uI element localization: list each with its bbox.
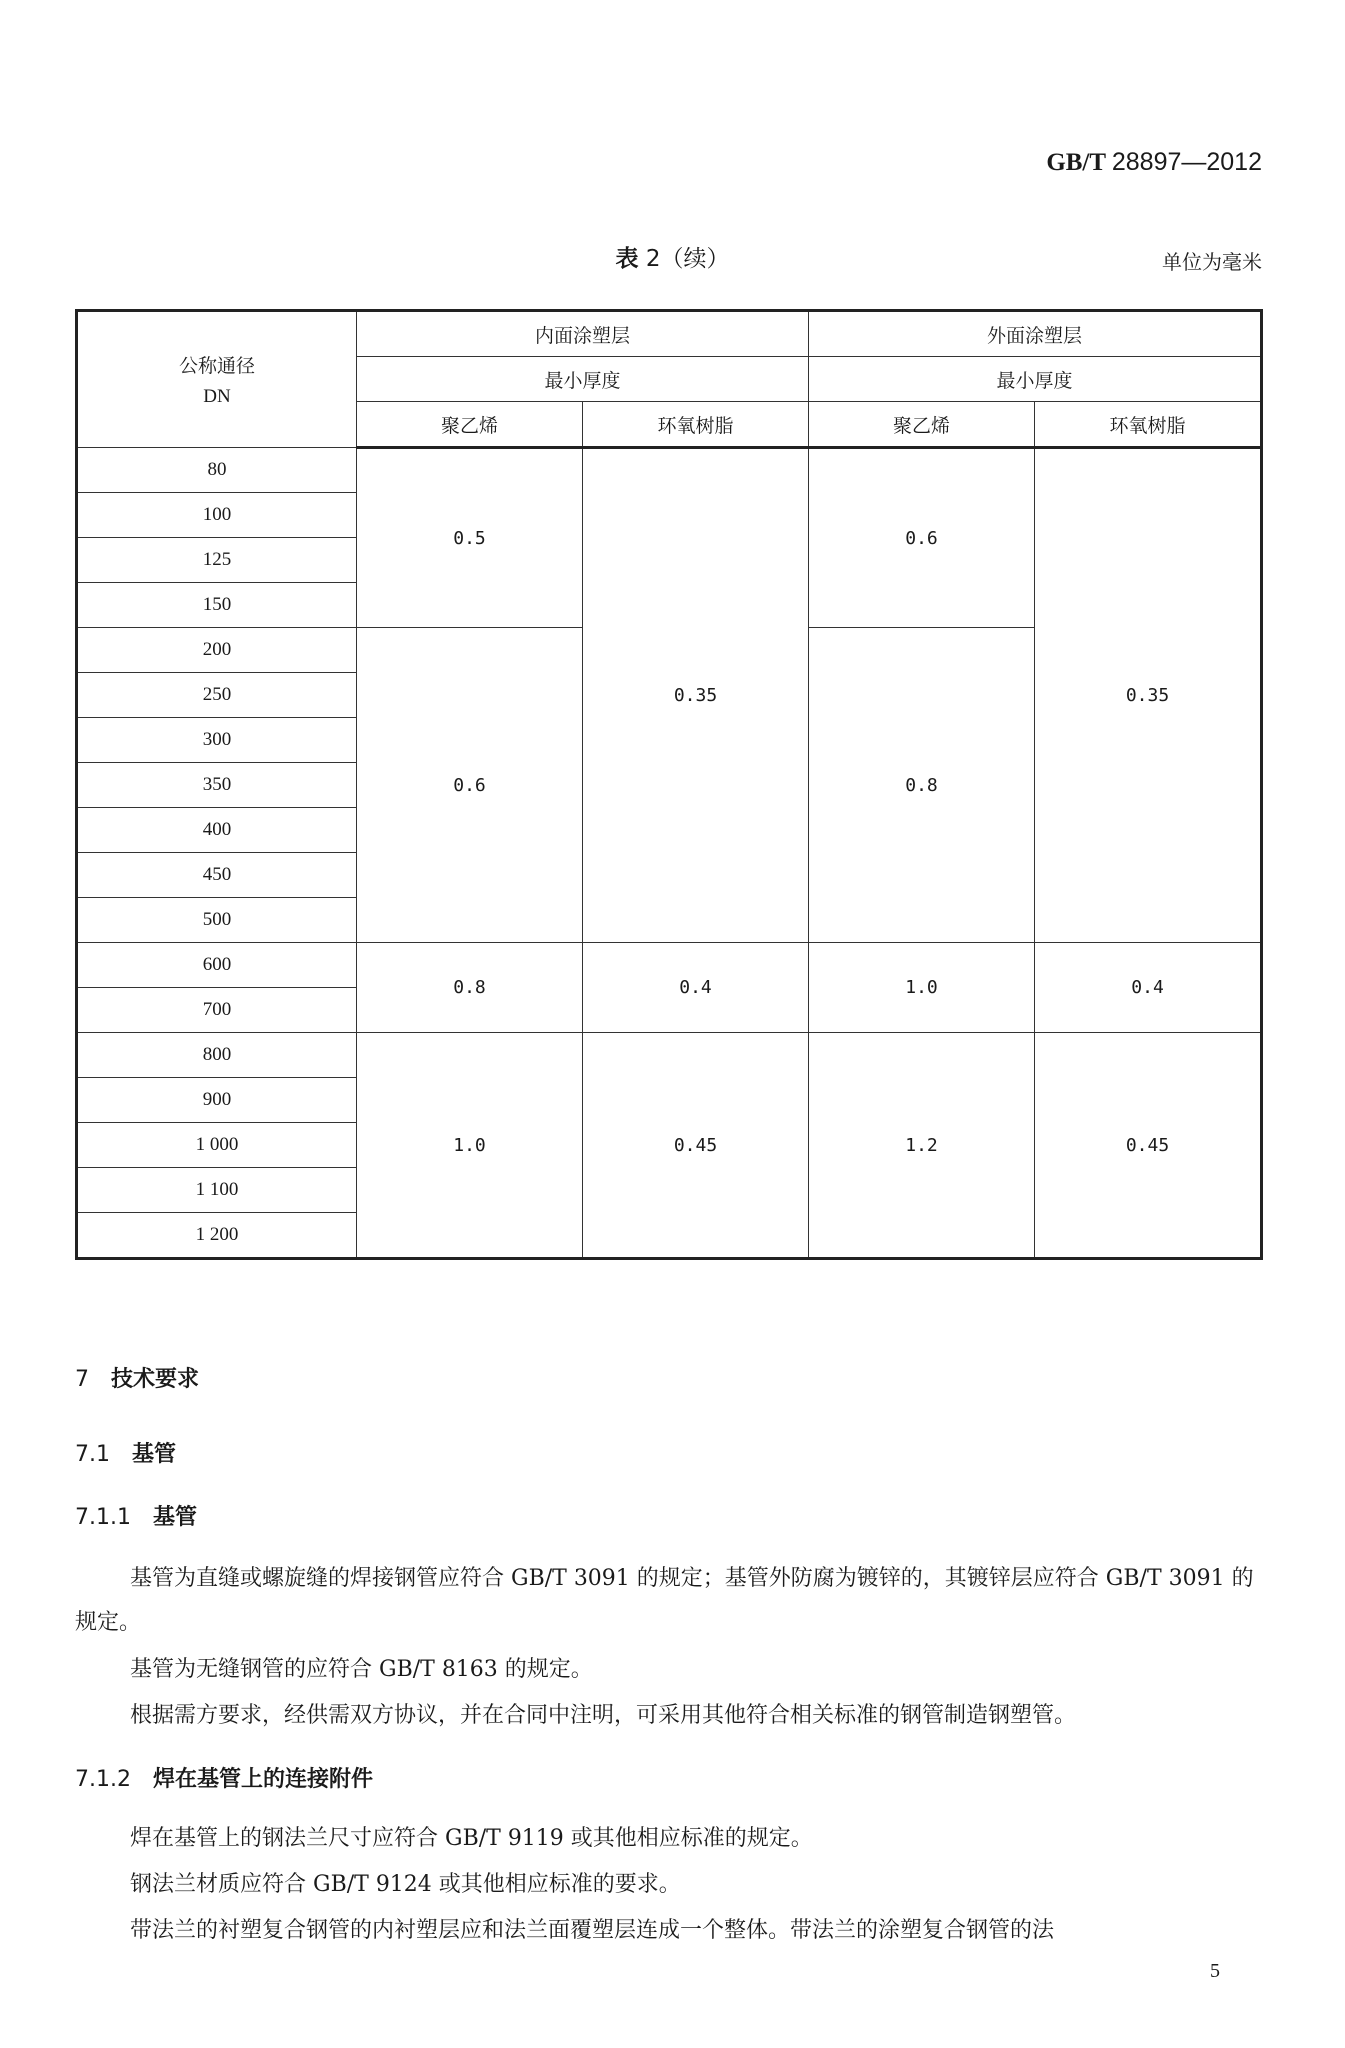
header-dn — [77, 311, 357, 448]
inner-epoxy-cell: 0.35 — [583, 448, 809, 943]
dn-cell: 600 — [77, 943, 357, 988]
header-outer: 外面涂塑层 — [809, 311, 1262, 357]
header-inner-epoxy: 环氧树脂 — [583, 402, 809, 448]
dn-cell: 250 — [77, 673, 357, 718]
paragraph: 带法兰的衬塑复合钢管的内衬塑层应和法兰面覆塑层连成一个整体。带法兰的涂塑复合钢管的法 — [130, 1918, 1055, 1943]
outer-epoxy-cell: 0.35 — [1035, 448, 1262, 943]
inner-pe-cell: 0.8 — [357, 943, 583, 1033]
table-row — [77, 448, 1262, 493]
inner-pe-cell: 0.6 — [357, 628, 583, 943]
header-dn-line1: 公称通径 — [178, 355, 255, 377]
inner-epoxy-cell: 0.45 — [583, 1033, 809, 1259]
inner-pe-cell: 0.5 — [357, 448, 583, 628]
dn-cell: 200 — [77, 628, 357, 673]
outer-epoxy-cell: 0.4 — [1035, 943, 1262, 1033]
inner-pe-cell: 1.0 — [357, 1033, 583, 1259]
header-dn-line2: DN — [203, 386, 231, 407]
section-number: 7.1 — [75, 1442, 110, 1467]
header-inner: 内面涂塑层 — [357, 311, 809, 357]
page-number: 5 — [1210, 1960, 1220, 1982]
section-title: 基管 — [152, 1505, 197, 1530]
header-outer-epoxy: 环氧树脂 — [1035, 402, 1262, 448]
paragraph: 根据需方要求，经供需双方协议，并在合同中注明，可采用其他符合相关标准的钢管制造钢塑管。 — [130, 1703, 1077, 1728]
paragraph: 基管为直缝或螺旋缝的焊接钢管应符合 GB/T 3091 的规定；基管外防腐为镀锌的，其镀锌层应符合 GB/T 3091 的规定。 — [75, 1566, 1254, 1635]
thickness-table — [75, 309, 1263, 1260]
dn-cell: 1 200 — [77, 1213, 357, 1259]
outer-pe-cell: 1.2 — [809, 1033, 1035, 1259]
dn-cell: 1 100 — [77, 1168, 357, 1213]
dn-cell: 500 — [77, 898, 357, 943]
paragraph: 钢法兰材质应符合 GB/T 9124 或其他相应标准的要求。 — [130, 1872, 681, 1897]
unit-label: 单位为毫米 — [1162, 250, 1262, 274]
table-title-rest: 2（续） — [645, 246, 730, 272]
header-outer-pe: 聚乙烯 — [809, 402, 1035, 448]
section-7-heading — [75, 1362, 199, 1393]
outer-pe-cell: 1.0 — [809, 943, 1035, 1033]
header-outer-min-thickness: 最小厚度 — [809, 357, 1262, 402]
section-7-1-1-heading — [75, 1500, 197, 1531]
dn-cell: 1 000 — [77, 1123, 357, 1168]
outer-pe-cell: 0.6 — [809, 448, 1035, 628]
dn-cell: 80 — [77, 448, 357, 493]
table-row — [77, 1033, 1262, 1078]
standard-prefix: GB/T — [1046, 149, 1106, 176]
section-number: 7.1.2 — [75, 1767, 131, 1792]
dn-cell: 125 — [77, 538, 357, 583]
section-title: 技术要求 — [111, 1367, 200, 1392]
section-title: 焊在基管上的连接附件 — [152, 1767, 373, 1792]
standard-code — [1046, 148, 1262, 177]
table-row — [77, 943, 1262, 988]
outer-epoxy-cell: 0.45 — [1035, 1033, 1262, 1259]
paragraph: 焊在基管上的钢法兰尺寸应符合 GB/T 9119 或其他相应标准的规定。 — [130, 1826, 813, 1851]
dn-cell: 450 — [77, 853, 357, 898]
section-title: 基管 — [132, 1442, 177, 1467]
dn-cell: 700 — [77, 988, 357, 1033]
header-inner-min-thickness: 最小厚度 — [357, 357, 809, 402]
dn-cell: 150 — [77, 583, 357, 628]
table-title-prefix: 表 — [615, 246, 639, 272]
dn-cell: 900 — [77, 1078, 357, 1123]
table-title — [0, 240, 1345, 273]
section-number: 7 — [75, 1367, 89, 1392]
section-7-1-2-heading — [75, 1762, 373, 1793]
dn-cell: 100 — [77, 493, 357, 538]
dn-cell: 800 — [77, 1033, 357, 1078]
dn-cell: 400 — [77, 808, 357, 853]
paragraph: 基管为无缝钢管的应符合 GB/T 8163 的规定。 — [130, 1657, 593, 1682]
section-number: 7.1.1 — [75, 1505, 131, 1530]
inner-epoxy-cell: 0.4 — [583, 943, 809, 1033]
standard-number: 28897—2012 — [1111, 148, 1262, 176]
section-7-1-heading — [75, 1437, 176, 1468]
outer-pe-cell: 0.8 — [809, 628, 1035, 943]
dn-cell: 350 — [77, 763, 357, 808]
dn-cell: 300 — [77, 718, 357, 763]
header-inner-pe: 聚乙烯 — [357, 402, 583, 448]
